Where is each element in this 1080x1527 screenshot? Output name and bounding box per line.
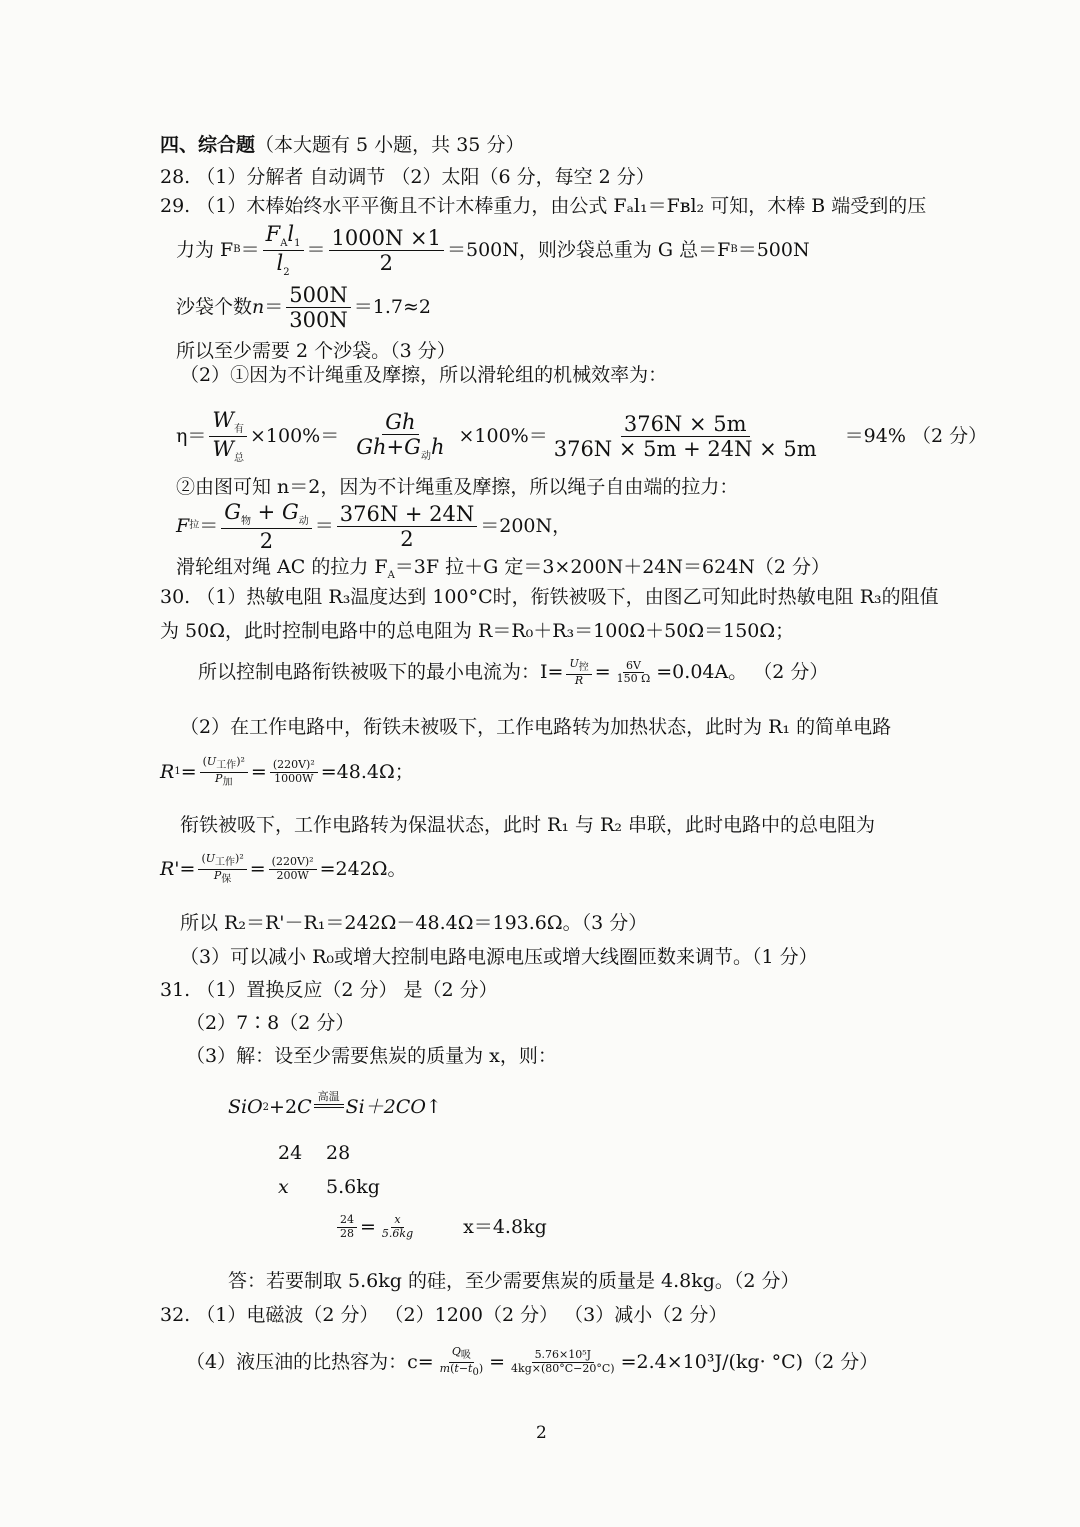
- q29-l2-pre: 力为 F: [176, 238, 234, 261]
- q30-line-6: 衔铁被吸下，工作电路转为保温状态，此时 R₁ 与 R₂ 串联，此时电路中的总电阻为: [180, 814, 876, 836]
- q29-line-1: 29. （1）木棒始终水平平衡且不计木棒重力，由公式 Fₐl₁＝Fʙl₂ 可知，木棒 B 端受到的压: [160, 195, 927, 217]
- q29-efficiency: η＝ $\frac{W_有}{W_总}$ ×100%＝ $\frac{Gh}{Gh+G_动h}$ ×100%＝ $\frac{376N \times 5m}{376N \times 5m + 24N \times 5m}$ ＝94% （2 分）: [176, 408, 988, 464]
- q30-current: 所以控制电路衔铁被吸下的最小电流为：I= $\frac{U_控}{R}$ = $\frac{6V}{150 \Omega}$ =0.04A。 （2 分）: [198, 657, 829, 687]
- q30-line-8: 所以 R₂＝R'－R₁＝242Ω－48.4Ω＝193.6Ω。（3 分）: [180, 912, 648, 934]
- q31-mass-56: 5.6kg: [326, 1176, 380, 1198]
- q30-frac-ur: $\frac{U_控}{R}$: [566, 658, 591, 687]
- q29-frac-numbers: $\frac{376N \times 5m}{376N \times 5m + 24N \times 5m}$: [553, 411, 817, 461]
- q31-mass-24: 24: [278, 1142, 303, 1164]
- q29-l2-post: ＝500N，则沙袋总重为 G 总＝F: [446, 238, 731, 261]
- q29-line-7: ②由图可知 n＝2，因为不计绳重及摩擦，所以绳子自由端的拉力：: [176, 476, 739, 498]
- q30-frac-r1-val: $\frac{\text{(220V)²}}{1000W}$: [270, 759, 318, 785]
- q30-line-4: （2）在工作电路中，衔铁未被吸下，工作电路转为加热状态，此时为 R₁ 的简单电路: [180, 716, 892, 738]
- q31-answer: 答：若要制取 5.6kg 的硅，至少需要焦炭的质量是 4.8kg。（2 分）: [228, 1270, 800, 1292]
- q29-frac-fl: $\frac{F_Al_1}{l_2}$: [263, 222, 304, 278]
- q29-line-3: 沙袋个数 n ＝ $\frac{500N}{300N}$ ＝1.7≈2: [176, 283, 431, 333]
- q30-r1: R 1 = $\frac{(U_{工作})^2}{P_加}$ = $\frac{\text{(220V)²}}{1000W}$ =48.4Ω；: [160, 755, 414, 788]
- q29-line-2: 力为 F B ＝ $\frac{F_Al_1}{l_2}$ ＝ $\frac{1000N \times 1}{2}$ ＝500N，则沙袋总重为 G 总＝F B ＝500N: [176, 222, 810, 278]
- q29-pull-force: F 拉 ＝ $\frac{G_物 + G_动}{2}$ ＝ $\frac{376N + 24N}{2}$ ＝200N，: [176, 500, 572, 553]
- q31-proportion: $\frac{24}{28}$ = $\frac{x}{5.6kg}$ x＝4.8kg: [334, 1214, 547, 1240]
- q30-rprime: R' = $\frac{(U_{工作})^2}{P_保}$ = $\frac{\text{(220V)²}}{200W}$ =242Ω。: [160, 852, 407, 885]
- q29-frac-gh: $\frac{Gh}{Gh+G_动h}$: [356, 409, 445, 463]
- section-heading: [160, 136, 524, 155]
- section-title: 四、综合题: [160, 134, 256, 156]
- section-note: （本大题有 5 小题，共 35 分）: [255, 134, 525, 156]
- q31-frac-left: $\frac{24}{28}$: [337, 1214, 357, 1240]
- q30-frac-r1-sym: $\frac{(U_{工作})^2}{P_加}$: [200, 756, 248, 788]
- q30-line-2: 为 50Ω，此时控制电路中的总电阻为 R＝R₀＋R₃＝100Ω＋50Ω＝150Ω；: [160, 620, 795, 642]
- page-number: 2: [536, 1423, 547, 1443]
- q29-frac-count: $\frac{500N}{300N}$: [286, 283, 350, 332]
- q31-mass-x: x: [278, 1176, 289, 1198]
- q31-equation: SiO 2 +2 C 高温 Si＋2CO↑: [228, 1090, 442, 1118]
- q31-condition: 高温: [314, 1091, 344, 1108]
- q29-line-5: （2）①因为不计绳重及摩擦，所以滑轮组的机械效率为：: [180, 364, 668, 386]
- q30-frac-values: $\frac{6V}{150 \Omega}$: [616, 658, 651, 686]
- q29-frac-value: $\frac{1000N \times 1}{2}$: [329, 226, 444, 275]
- q31-mass-28: 28: [326, 1142, 351, 1164]
- q30-line-1: 30. （1）热敏电阻 R₃温度达到 100°C时，衔铁被吸下，由图乙可知此时热敏电阻 R₃的阻值: [160, 586, 939, 608]
- q31-line-3: （3）解：设至少需要焦炭的质量为 x，则：: [186, 1045, 557, 1067]
- q29-line-9: 滑轮组对绳 AC 的拉力 $F_A=3F$ 拉＋G 定＝3×200N＋24N＝624N（2 分）: [176, 556, 831, 581]
- q28-answer: 28. （1）分解者 自动调节 （2）太阳（6 分，每空 2 分）: [160, 166, 655, 188]
- q29-frac-w: $\frac{W_有}{W_总}$: [209, 408, 247, 464]
- q29-frac-sum: $\frac{376N + 24N}{2}$: [337, 502, 478, 551]
- q31-line-1: 31. （1）置换反应（2 分） 是（2 分）: [160, 979, 498, 1001]
- q31-frac-right: $\frac{x}{5.6kg}$: [381, 1213, 414, 1240]
- q32-frac-sym: $\frac{Q_吸}{m(t-t_0)}$: [439, 1345, 484, 1378]
- q30-frac-rp-val: $\frac{\text{(220V)²}}{200W}$: [269, 856, 317, 882]
- q32-heat-capacity: （4）液压油的比热容为：c= $\frac{Q_吸}{m(t-t_0)}$ = $\frac{\text{5.76×10⁵J}}{4kg\times(80^\circ C-20^\circ C)}$ =2.4×10³J/(kg· °C)（2 分）: [186, 1345, 879, 1378]
- q30-line-9: （3）可以减小 R₀或增大控制电路电源电压或增大线圈匝数来调节。（1 分）: [180, 946, 818, 968]
- q31-line-2: （2）7∶8（2 分）: [186, 1012, 355, 1034]
- q32-line-1: 32. （1）电磁波（2 分） （2）1200（2 分） （3）减小（2 分）: [160, 1304, 728, 1326]
- q32-frac-val: $\frac{\text{5.76×10⁵J}}{4kg\times(80^\circ C-20^\circ C)}$: [511, 1348, 615, 1375]
- q29-line-4: 所以至少需要 2 个沙袋。（3 分）: [176, 340, 456, 362]
- q30-frac-rp-sym: $\frac{(U_{工作})^2}{P_保}$: [198, 853, 246, 885]
- q29-frac-g: $\frac{G_物 + G_动}{2}$: [221, 500, 312, 553]
